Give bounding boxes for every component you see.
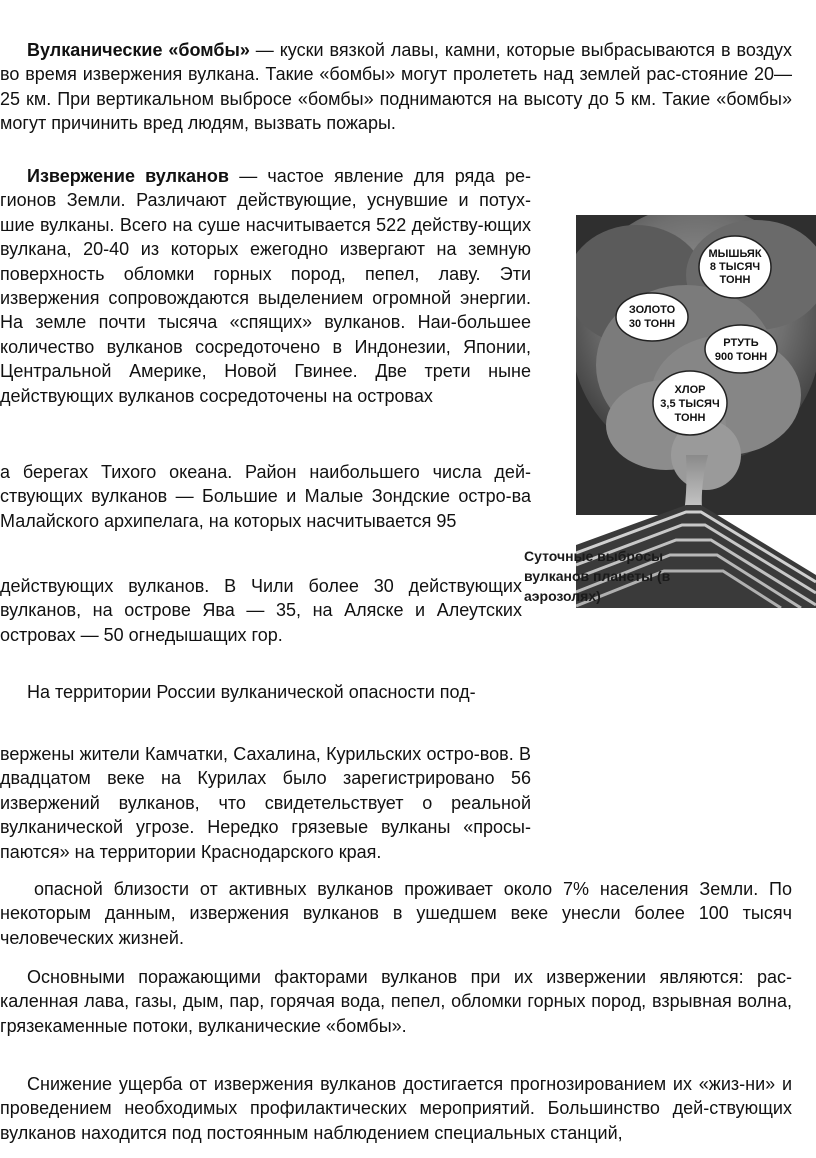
bubble-arsenic — [699, 236, 771, 298]
bubble-text: МЫШЬЯК — [708, 248, 762, 260]
bubble-text: 900 ТОНН — [714, 351, 768, 363]
bubble-gold — [616, 293, 688, 341]
bubble-text: ЗОЛОТО — [628, 304, 676, 316]
paragraph-text: — частое явление для ряда ре-гионов Земли. Различают действующие, уснувшие и потух-шие вулканы. Всего на суше насчитывается 522 действу-ющих вулкана, 20-40 из которых ежегодно извергают на земную поверхность обломки горных пород, пепел, лаву. Эти извержения сопровождаются выделением огромной энергии. На земле почти тысяча «спящих» вулканов. Наи-большее количество вулканов сосредоточено в Индонезии, Японии, Центральной Америке, Новой Гвинее. Две трети ныне действующих вулканов сосредоточены на островах — [0, 166, 531, 406]
paragraph-reduction: Снижение ущерба от извержения вулканов достигается прогнозированием их «жиз-ни» и проведением необходимых профилактических мероприятий. Большинство дей-ствующих вулканов находится под постоянным наблюдением специальных станций, — [0, 1074, 792, 1143]
paragraph-volcanic-bombs — [0, 38, 792, 136]
bubble-text: РТУТЬ — [723, 337, 759, 349]
bubble-chlorine — [653, 371, 727, 435]
bubble-text: 30 ТОНН — [628, 318, 676, 330]
term-eruption: Извержение вулканов — [27, 166, 229, 186]
bubble-text: ТОНН — [719, 274, 751, 286]
figure-caption: Суточные выбросы вулканов планеты (в аэрозолях) — [524, 548, 671, 604]
paragraph-pacific: а берегах Тихого океана. Район наибольшего числа дей-ствующих вулканов — Большие и Малые Зондские остро-ва Малайского архипелага, на которых насчитывается 95 — [0, 462, 531, 531]
paragraph-population: опасной близости от активных вулканов проживает около 7% населения Земли. По некоторым данным, извержения вулканов в ушедшем веке унесли более 100 тысяч человеческих жизней. — [0, 879, 792, 948]
bubble-text: ТОНН — [674, 412, 706, 424]
paragraph-russia-rest: вержены жители Камчатки, Сахалина, Курильских остро-вов. В двадцатом веке на Курилах было зарегистрировано 56 извержений вулканов, что свидетельствует о реальной вулканической угрозе. Нередко грязевые вулканы «просы-паются» на территории Краснодарского края. — [0, 744, 531, 862]
paragraph-russia-start: На территории России вулканической опасности под- — [27, 682, 476, 702]
paragraph-eruption — [0, 164, 531, 408]
bubble-text: 8 ТЫСЯЧ — [709, 261, 761, 273]
bubble-text: 3,5 ТЫСЯЧ — [660, 398, 720, 410]
paragraph-factors: Основными поражающими факторами вулканов при их извержении являются: рас-каленная лава, газы, дым, пар, горячая вода, пепел, обломки горных пород, взрывная волна, грязекаменные потоки, вулканические «бомбы». — [0, 967, 792, 1036]
bubble-text: ХЛОР — [674, 384, 706, 396]
paragraph-chile: действующих вулканов. В Чили более 30 действующих вулканов, на острове Ява — 35, на Аляске и Алеутских островах — 50 огнедышащих гор. — [0, 576, 522, 645]
term-volcanic-bombs: Вулканические «бомбы» — [27, 40, 250, 60]
bubble-mercury — [705, 325, 777, 373]
paragraph-text: — куски вязкой лавы, камни, которые выбрасываются в воздух во время извержения вулкана. Такие «бомбы» могут пролететь над землей рас-стояние 20—25 км. При вертикальном выбросе «бомбы» поднимаются на высоту до 5 км. Такие «бомбы» могут причинить вред людям, вызвать пожары. — [0, 40, 792, 134]
